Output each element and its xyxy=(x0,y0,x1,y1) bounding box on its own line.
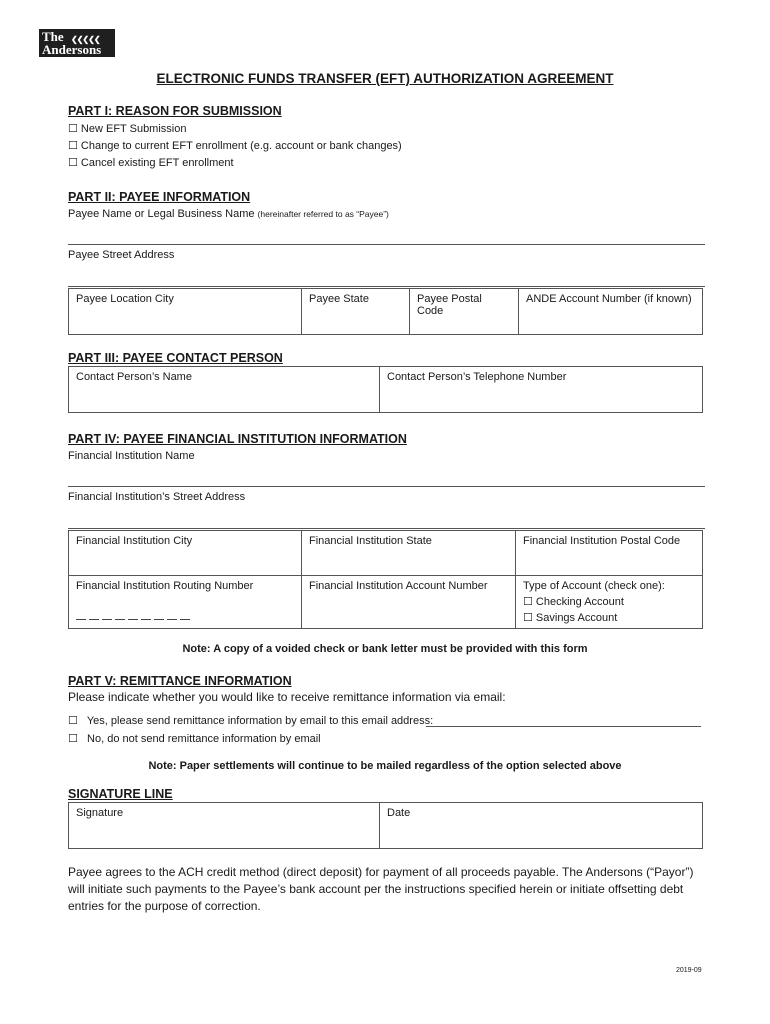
logo-line-2: Andersons xyxy=(42,42,102,57)
fi-postal-field[interactable] xyxy=(516,531,703,576)
part2-heading: PART II: PAYEE INFORMATION xyxy=(68,190,251,204)
payee-city-label: Payee Location City xyxy=(76,293,174,305)
remittance-yes-label: Yes, please send remittance information by email to this email address: xyxy=(86,715,434,727)
payee-name-note: (hereinafter referred to as “Payee”) xyxy=(257,209,389,219)
payee-postal-field[interactable] xyxy=(410,289,519,335)
contact-name-label: Contact Person’s Name xyxy=(76,371,192,383)
logo-line-1: The xyxy=(42,29,64,44)
fi-account-number-field[interactable] xyxy=(302,576,516,629)
payee-name-label xyxy=(68,208,389,220)
date-label: Date xyxy=(387,807,411,819)
checking-account-option[interactable]: ☐ Checking Account xyxy=(523,596,624,608)
payee-postal-label: Payee Postal Code xyxy=(417,293,482,317)
contact-name-field[interactable] xyxy=(69,367,380,413)
payee-street-label: Payee Street Address xyxy=(68,249,175,261)
routing-number-label: Financial Institution Routing Number xyxy=(76,580,254,592)
fi-details-table xyxy=(68,530,703,629)
fi-city-field[interactable] xyxy=(69,531,302,576)
ande-account-field[interactable] xyxy=(519,289,703,335)
contact-table xyxy=(68,366,703,413)
option-change-eft[interactable]: ☐ Change to current EFT enrollment (e.g. account or bank changes) xyxy=(68,140,402,152)
part5-heading: PART V: REMITTANCE INFORMATION xyxy=(68,674,292,688)
option-new-eft[interactable]: ☐ New EFT Submission xyxy=(68,123,187,135)
signature-field[interactable] xyxy=(69,803,380,849)
fi-state-label: Financial Institution State xyxy=(309,535,432,547)
signature-heading: SIGNATURE LINE xyxy=(68,787,173,801)
signature-table xyxy=(68,802,703,849)
savings-account-option[interactable]: ☐ Savings Account xyxy=(523,612,618,624)
payee-name-field[interactable] xyxy=(68,244,705,245)
fi-account-number-label: Financial Institution Account Number xyxy=(309,580,488,592)
part3-heading: PART III: PAYEE CONTACT PERSON xyxy=(68,351,283,365)
remittance-email-field[interactable] xyxy=(426,726,701,727)
account-type-label: Type of Account (check one): xyxy=(523,580,665,592)
routing-number-field[interactable] xyxy=(69,576,302,629)
payee-state-field[interactable] xyxy=(302,289,410,335)
payee-location-table xyxy=(68,288,703,335)
routing-digit-blanks xyxy=(76,611,294,623)
form-title: ELECTRONIC FUNDS TRANSFER (EFT) AUTHORIZATION AGREEMENT xyxy=(156,71,614,86)
form-revision-date: 2019-09 xyxy=(676,967,702,974)
voided-check-note: Note: A copy of a voided check or bank letter must be provided with this form xyxy=(182,643,588,655)
remittance-no-option[interactable] xyxy=(68,732,321,745)
account-type-cell xyxy=(516,576,703,629)
fi-street-label: Financial Institution’s Street Address xyxy=(68,491,246,503)
remittance-intro: Please indicate whether you would like to receive remittance information via email: xyxy=(68,690,506,704)
remittance-yes-checkbox[interactable]: ☐ xyxy=(68,715,78,727)
fi-street-field[interactable] xyxy=(68,528,705,529)
payee-city-field[interactable] xyxy=(69,289,302,335)
part4-heading: PART IV: PAYEE FINANCIAL INSTITUTION INFORMATION xyxy=(68,432,407,446)
fi-postal-label: Financial Institution Postal Code xyxy=(523,535,681,547)
fi-name-label: Financial Institution Name xyxy=(68,450,195,462)
fi-state-field[interactable] xyxy=(302,531,516,576)
remittance-no-label: No, do not send remittance information by email xyxy=(87,733,321,745)
payee-street-field[interactable] xyxy=(68,286,705,287)
option-cancel-eft[interactable]: ☐ Cancel existing EFT enrollment xyxy=(68,157,234,169)
remittance-no-checkbox[interactable]: ☐ xyxy=(68,733,78,745)
paper-settlement-note: Note: Paper settlements will continue to be mailed regardless of the option selected above xyxy=(148,760,622,772)
company-logo xyxy=(39,29,115,57)
contact-phone-field[interactable] xyxy=(380,367,703,413)
date-field[interactable] xyxy=(380,803,703,849)
part1-heading: PART I: REASON FOR SUBMISSION xyxy=(68,104,282,118)
contact-phone-label: Contact Person’s Telephone Number xyxy=(387,371,567,383)
fi-city-label: Financial Institution City xyxy=(76,535,193,547)
ande-account-label: ANDE Account Number (if known) xyxy=(526,293,692,305)
remittance-yes-option[interactable] xyxy=(68,714,433,727)
payee-name-label-text: Payee Name or Legal Business Name xyxy=(68,208,255,220)
wheat-icon: ❮❮❮❮❮ xyxy=(71,35,100,44)
fi-name-field[interactable] xyxy=(68,486,705,487)
payee-state-label: Payee State xyxy=(309,293,369,305)
agreement-paragraph: Payee agrees to the ACH credit method (direct deposit) for payment of all proceeds payable. The Andersons (“Payor”) will initiate such payments to the Payee’s bank account per the instructions specified herein or initiate offsetting debt entries for the purpose of correction. xyxy=(68,865,694,913)
signature-label: Signature xyxy=(76,807,124,819)
